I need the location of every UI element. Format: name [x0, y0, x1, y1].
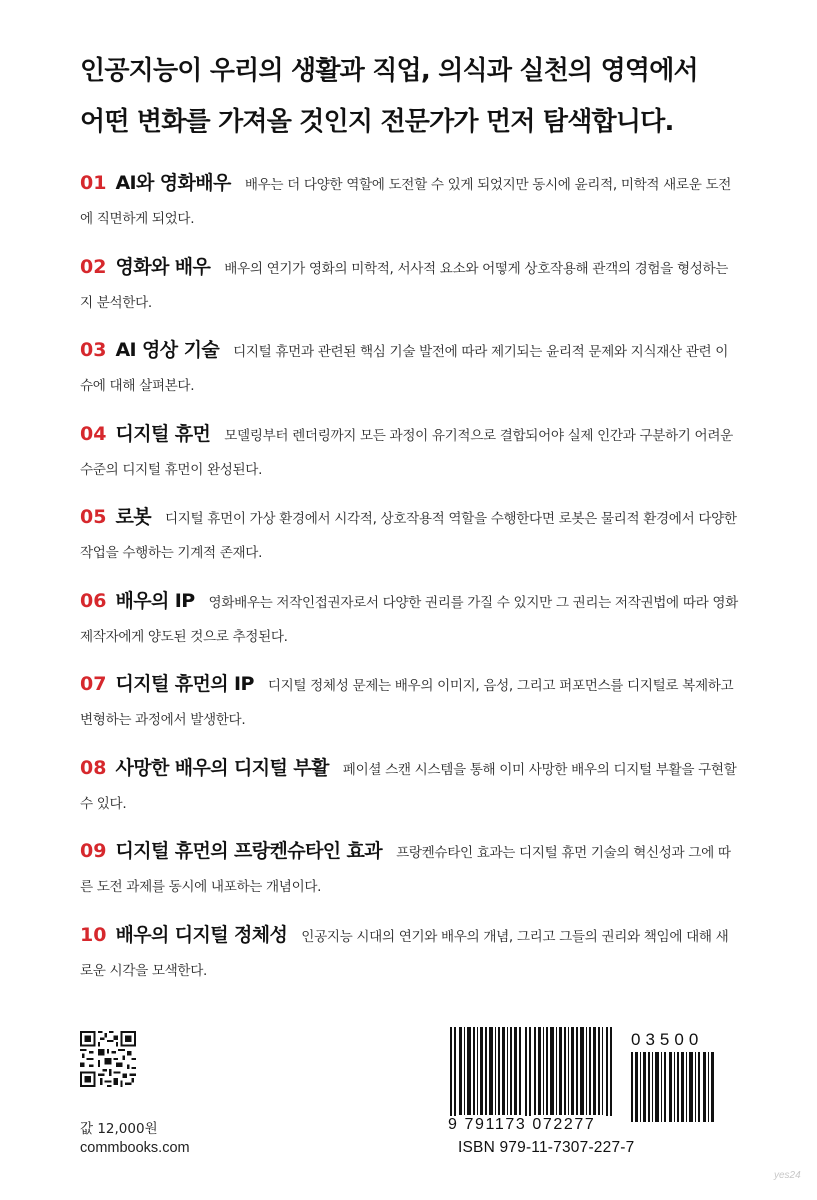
chapter-item — [80, 751, 740, 835]
headline-line-2: 어떤 변화를 가져올 것인지 전문가가 먼저 탐색합니다. — [80, 107, 674, 137]
chapter-number: 05 — [80, 506, 107, 528]
chapter-title: 디지털 휴먼의 프랑켄슈타인 효과 — [115, 840, 383, 862]
chapter-number: 09 — [80, 840, 107, 862]
chapter-description: 배우의 연기가 영화의 미학적, 서사적 요소와 어떻게 상호작용해 관객의 경험을 형성하는지 분석한다. — [80, 260, 729, 311]
chapter-title: 로봇 — [115, 506, 151, 528]
chapter-title: 배우의 IP — [115, 589, 195, 612]
price-addon-barcode-icon — [629, 1052, 717, 1122]
isbn-barcode-icon — [447, 1027, 614, 1123]
chapter-title: 사망한 배우의 디지털 부활 — [115, 756, 329, 779]
chapter-title: 영화와 배우 — [115, 255, 211, 278]
chapter-description: 디지털 휴먼과 관련된 핵심 기술 발전에 따라 제기되는 윤리적 문제와 지식재산 관련 이슈에 대해 살펴본다. — [80, 344, 729, 394]
chapter-number: 03 — [80, 339, 107, 361]
qr-code-icon — [80, 1031, 136, 1087]
barcode-block — [447, 1027, 717, 1133]
chapter-item — [80, 250, 740, 334]
chapter-title: AI 영상 기술 — [115, 339, 220, 361]
chapter-number: 07 — [80, 673, 107, 695]
chapter-item — [80, 417, 740, 501]
headline — [80, 46, 770, 148]
chapter-title: 배우의 디지털 정체성 — [115, 923, 288, 946]
chapter-item — [80, 166, 740, 250]
isbn-label: ISBN 979-11-7307-227-7 — [458, 1139, 635, 1156]
chapter-item — [80, 834, 740, 918]
chapter-number: 08 — [80, 756, 107, 779]
chapter-title: 디지털 휴먼의 IP — [115, 673, 254, 695]
chapter-description: 인공지능 시대의 연기와 배우의 개념, 그리고 그들의 권리와 책임에 대해 새로운 시각을 모색한다. — [80, 928, 729, 979]
price-label: 값 12,000원 — [80, 1121, 158, 1137]
chapter-description: 프랑켄슈타인 효과는 디지털 휴먼 기술의 혁신성과 그에 따른 도전 과제를 동시에 내포하는 개념이다. — [80, 845, 731, 895]
chapter-item — [80, 333, 740, 417]
chapter-number: 10 — [80, 923, 107, 946]
chapter-number: 02 — [80, 255, 107, 278]
chapter-description: 모델링부터 렌더링까지 모든 과정이 유기적으로 결합되어야 실제 인간과 구분하기 어려운 수준의 디지털 휴먼이 완성된다. — [80, 427, 733, 478]
chapter-title: AI와 영화배우 — [115, 172, 231, 194]
chapter-number: 06 — [80, 589, 107, 612]
chapter-item — [80, 667, 740, 751]
addon-digits: 03500 — [631, 1030, 704, 1049]
chapter-list — [80, 166, 740, 1001]
watermark-logo: yes24 — [774, 1170, 801, 1181]
chapter-description: 디지털 정체성 문제는 배우의 이미지, 음성, 그리고 퍼포먼스를 디지털로 복제하고 변형하는 과정에서 발생한다. — [80, 678, 734, 728]
website-label: commbooks.com — [80, 1140, 190, 1156]
chapter-item — [80, 584, 740, 668]
chapter-item — [80, 918, 740, 1002]
barcode-digits: 9 791173 072277 — [447, 1116, 627, 1134]
chapter-description: 영화배우는 저작인접권자로서 다양한 권리를 가질 수 있지만 그 권리는 저작권법에 따라 영화 제작자에게 양도된 것으로 추정된다. — [80, 594, 738, 645]
chapter-title: 디지털 휴먼 — [115, 422, 211, 445]
chapter-number: 01 — [80, 172, 107, 194]
chapter-description: 페이셜 스캔 시스템을 통해 이미 사망한 배우의 디지털 부활을 구현할 수 있다. — [80, 761, 737, 812]
headline-line-1: 인공지능이 우리의 생활과 직업, 의식과 실천의 영역에서 — [80, 56, 698, 86]
chapter-number: 04 — [80, 422, 107, 445]
chapter-item — [80, 500, 740, 584]
chapter-description: 배우는 더 다양한 역할에 도전할 수 있게 되었지만 동시에 윤리적, 미학적 새로운 도전에 직면하게 되었다. — [80, 177, 732, 227]
chapter-description: 디지털 휴먼이 가상 환경에서 시각적, 상호작용적 역할을 수행한다면 로봇은 물리적 환경에서 다양한 작업을 수행하는 기계적 존재다. — [80, 511, 737, 561]
